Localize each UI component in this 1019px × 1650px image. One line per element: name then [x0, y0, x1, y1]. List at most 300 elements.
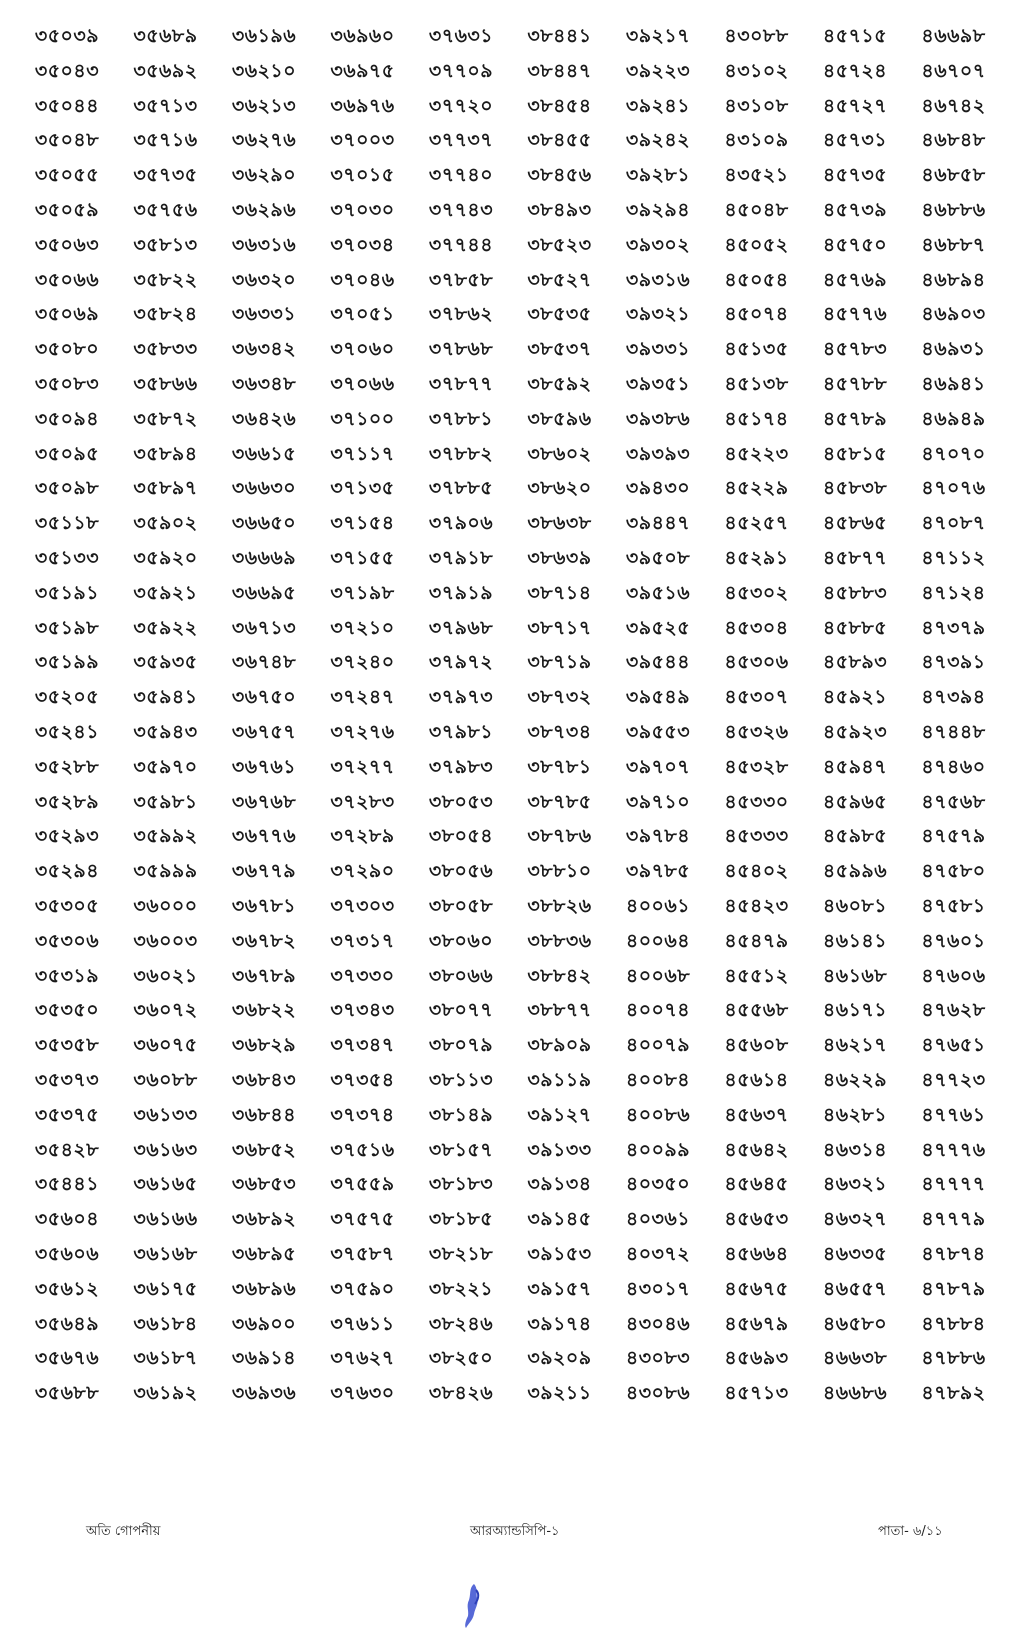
roll-number-cell: ৩৭৭৪৪: [428, 233, 494, 256]
roll-number-cell: ৩৫০৪৮: [34, 129, 100, 152]
roll-number-cell: ৪৫৩০২: [724, 581, 789, 604]
ink-signature-mark: [460, 1582, 486, 1630]
roll-number-cell: ৩৫৩৭৫: [34, 1103, 100, 1126]
roll-number-cell: ৪৩০৮৬: [625, 1382, 691, 1405]
roll-number-cell: ৩৭১১৭: [330, 442, 395, 465]
roll-number-cell: ৩৮৬০২: [527, 442, 592, 465]
roll-number-cell: ৩৫৯৮১: [133, 790, 198, 813]
roll-number-cell: ৪৭৭৬১: [921, 1103, 986, 1126]
roll-number-cell: ৩৫৩১৯: [34, 964, 100, 987]
roll-number-cell: ৩৫৯২১: [133, 581, 198, 604]
roll-number-cell: ৩৫২৯৪: [34, 860, 100, 883]
roll-number-table: [18, 18, 1003, 1488]
roll-number-cell: ৪৫৬৪৫: [724, 1173, 789, 1196]
roll-number-cell: ৩৭৭৪৩: [428, 199, 494, 221]
roll-number-cell: ৪৫৫৬৮: [724, 999, 789, 1022]
roll-number-cell: ৩৬১৬৩: [133, 1138, 198, 1161]
roll-number-cell: ৪৫০৪৮: [724, 199, 789, 221]
roll-number-cell: ৩৯৭১০: [625, 790, 691, 813]
roll-number-cell: ৩৭২৮৩: [330, 790, 395, 813]
roll-number-cell: ৪৫৬৩৭: [724, 1103, 789, 1126]
roll-number-cell: ৪৭৭২৩: [921, 1069, 986, 1091]
roll-column: [806, 18, 904, 1488]
roll-number-cell: ৩৭৩১৭: [330, 929, 395, 952]
roll-number-cell: ৪০৩৫০: [625, 1173, 691, 1196]
roll-number-cell: ৩৯১৩৩: [527, 1138, 592, 1161]
roll-number-cell: ৩৬৮৫৩: [231, 1173, 297, 1196]
roll-number-cell: ৩৬৯৭৫: [330, 59, 395, 82]
roll-number-cell: ৩৫৬০৬: [34, 1243, 100, 1265]
roll-number-cell: ৩৭৯৭৩: [428, 686, 494, 709]
roll-number-cell: ৩৬৮২৯: [231, 1034, 297, 1057]
roll-number-cell: ৪৫৩০৬: [724, 651, 789, 674]
roll-number-cell: ৩৯৩৯৩: [625, 442, 691, 465]
roll-number-cell: ৪৫৪৭৯: [724, 929, 789, 952]
roll-number-cell: ৩৮৬৩৯: [527, 547, 592, 569]
roll-number-cell: ৩৯২২৩: [625, 59, 691, 82]
roll-number-cell: ৪৫১৩৫: [724, 338, 789, 361]
roll-number-cell: ৩৬১৬৫: [133, 1173, 198, 1196]
roll-number-cell: ৪৭৮৭৯: [921, 1277, 986, 1300]
roll-number-cell: ৩৬২৯০: [231, 164, 297, 187]
roll-number-cell: ৪৫৩২৬: [724, 721, 789, 743]
roll-number-cell: ৩৮৮৪২: [527, 964, 592, 987]
roll-number-cell: ৪৫৮৯৩: [822, 651, 888, 674]
roll-number-cell: ৩৫৩৫৮: [34, 1034, 100, 1057]
roll-number-cell: ৩৯৫৫৩: [625, 721, 691, 743]
roll-number-cell: ৩৫৭১৩: [133, 94, 198, 117]
roll-number-cell: ৪৬৬৩৮: [822, 1347, 888, 1370]
roll-number-cell: ৪৩০৮৮: [724, 25, 789, 47]
roll-number-cell: ৩৫৯০২: [133, 512, 198, 535]
roll-number-cell: ৩৮১১৩: [428, 1069, 494, 1091]
roll-number-cell: ৩৬৮৫২: [231, 1138, 297, 1161]
roll-number-cell: ৪৫৯২৩: [822, 721, 888, 743]
roll-number-cell: ৩৭০১৫: [330, 164, 395, 187]
roll-number-cell: ৪৭৩৯৪: [921, 686, 986, 709]
roll-number-cell: ৩৬১৮৭: [133, 1347, 198, 1370]
roll-number-cell: ৪৫২৯১: [724, 547, 789, 569]
roll-number-cell: ৩৭২৯০: [330, 860, 395, 883]
roll-number-cell: ৩৬৭৫০: [231, 686, 297, 709]
roll-number-cell: ৩৬০০০: [133, 895, 198, 917]
roll-number-cell: ৪৫১৭৪: [724, 407, 789, 430]
roll-number-cell: ৩৬২১০: [231, 59, 297, 82]
roll-number-cell: ৩৬৮৪৩: [231, 1069, 297, 1091]
roll-number-cell: ৪৭১১২: [921, 547, 986, 569]
page-number: পাতা- ৬/১১: [878, 1524, 943, 1539]
roll-number-cell: ৩৬৭৬১: [231, 755, 297, 778]
roll-number-cell: ৩৬৭১৩: [231, 616, 297, 639]
roll-number-cell: ৩৫৮২৪: [133, 303, 198, 326]
roll-number-cell: ৪৫৭৫০: [822, 233, 888, 256]
roll-number-cell: ৩৭৯৭২: [428, 651, 494, 674]
roll-number-cell: ৩৬১৯২: [133, 1382, 198, 1405]
roll-number-cell: ৪৭৪৬০: [921, 755, 986, 778]
roll-number-cell: ৩৮১৫৭: [428, 1138, 494, 1161]
roll-number-cell: ৪৭৫৭৯: [921, 825, 986, 848]
roll-number-cell: ৩৯১১৯: [527, 1069, 592, 1091]
roll-number-cell: ৪৫২২৩: [724, 442, 789, 465]
roll-number-cell: ৩৯২১৭: [625, 25, 691, 47]
roll-number-cell: ৪৫৯৬৫: [822, 790, 888, 813]
roll-column: [18, 18, 116, 1488]
roll-number-cell: ৩৫৯৯২: [133, 825, 198, 848]
roll-number-cell: ৩৬১৬৮: [133, 1243, 198, 1265]
roll-number-cell: ৩৬৭৭৯: [231, 860, 297, 883]
roll-number-cell: ৩৫৭১৬: [133, 129, 198, 152]
roll-number-cell: ৪৩১০২: [724, 59, 789, 82]
roll-number-cell: ৩৫৬০৪: [34, 1208, 100, 1231]
roll-number-cell: ৩৫৯৭০: [133, 755, 198, 778]
roll-number-cell: ৩৯৫০৮: [625, 547, 691, 569]
roll-number-cell: ৩৫৬৪৯: [34, 1312, 100, 1335]
roll-number-cell: ৩৬৭৮১: [231, 895, 297, 917]
roll-number-cell: ৪৭৭৭৭: [921, 1173, 986, 1196]
roll-number-cell: ৩৯২৮১: [625, 164, 691, 187]
roll-number-cell: ৪৫৯৪৭: [822, 755, 888, 778]
roll-number-cell: ৩৭২৪৭: [330, 686, 395, 709]
roll-number-cell: ৩৭৫৮৭: [330, 1243, 395, 1265]
roll-number-cell: ৪৬৫৮০: [822, 1312, 888, 1335]
roll-number-cell: ৩৯২৪২: [625, 129, 691, 152]
roll-number-cell: ৩৫০৪৩: [34, 59, 100, 82]
roll-number-cell: ৩৮২৫০: [428, 1347, 494, 1370]
roll-number-cell: ৩৬১৭৫: [133, 1277, 198, 1300]
roll-number-cell: ৩৭৫১৬: [330, 1138, 395, 1161]
roll-number-cell: ৪৭০৭০: [921, 442, 986, 465]
roll-number-cell: ৩৫০৮৩: [34, 373, 100, 395]
roll-number-cell: ৩৫৯৯৯: [133, 860, 198, 883]
roll-number-cell: ৩৮৭৮১: [527, 755, 592, 778]
roll-number-cell: ৩৮৬৩৮: [527, 512, 592, 535]
roll-number-cell: ৪৫৮৬৫: [822, 512, 888, 535]
roll-number-cell: ৩৮৭৮৬: [527, 825, 592, 848]
roll-number-cell: ৪৫৭১৫: [822, 25, 888, 47]
roll-number-cell: ৪৬৮৪৮: [921, 129, 986, 152]
roll-number-cell: ৪০০৮৪: [625, 1069, 691, 1091]
roll-number-cell: ৩৮৫৩৫: [527, 303, 592, 326]
roll-number-cell: ৩৮৯০৯: [527, 1034, 592, 1057]
roll-number-cell: ৩৭৯০৬: [428, 512, 494, 535]
roll-number-cell: ৩৫৬৮৯: [133, 25, 198, 47]
roll-number-cell: ৩৭৩৫৪: [330, 1069, 395, 1091]
roll-number-cell: ৪৬০৮১: [822, 895, 888, 917]
roll-number-cell: ৩৮০৭৯: [428, 1034, 494, 1057]
roll-number-cell: ৩৯৫৪৪: [625, 651, 691, 674]
roll-number-cell: ৪৫৬৭৫: [724, 1277, 789, 1300]
roll-number-cell: ৩৫৯৩৫: [133, 651, 198, 674]
roll-number-cell: ৩৫৮২২: [133, 268, 198, 291]
roll-number-cell: ৩৬১৮৪: [133, 1312, 198, 1335]
roll-number-cell: ৪৫৬৪২: [724, 1138, 789, 1161]
roll-number-cell: ৪৭৩৭৯: [921, 616, 986, 639]
roll-number-cell: ৩৫৬৭৬: [34, 1347, 100, 1370]
roll-number-cell: ৩৯২৪১: [625, 94, 691, 117]
roll-number-cell: ৩৭৬৩১: [428, 25, 494, 47]
roll-number-cell: ৪৫৫১২: [724, 964, 789, 987]
roll-number-cell: ৪৫৩৩৩: [724, 825, 789, 848]
roll-number-cell: ৩৮৪৪৭: [527, 59, 592, 82]
roll-number-cell: ৩৭৩৩০: [330, 964, 395, 987]
roll-number-cell: ৪৬৮৮৬: [921, 199, 986, 221]
roll-number-cell: ৩৭১৩৫: [330, 477, 395, 500]
roll-number-cell: ৩৫০৬৯: [34, 303, 100, 326]
roll-number-cell: ৩৯১২৭: [527, 1103, 592, 1126]
roll-number-cell: ৩৭৩৪৭: [330, 1034, 395, 1057]
roll-number-cell: ৪০০৬১: [625, 895, 691, 917]
roll-number-cell: ৩৮৫৯৬: [527, 407, 592, 430]
roll-number-cell: ৩৭৬১১: [330, 1312, 395, 1335]
roll-number-cell: ৩৫৩০৬: [34, 929, 100, 952]
roll-number-cell: ৩৫৪২৮: [34, 1138, 100, 1161]
roll-number-cell: ৩৭০৩৪: [330, 233, 395, 256]
roll-number-cell: ৩৮৭১৭: [527, 616, 592, 639]
roll-number-cell: ৪৫৭৩৯: [822, 199, 888, 221]
roll-number-cell: ৪৫৯৯৬: [822, 860, 888, 883]
roll-number-cell: ৩৮৮১০: [527, 860, 592, 883]
roll-number-cell: ৩৫৯৪১: [133, 686, 198, 709]
roll-number-cell: ৩৫৯৪৩: [133, 721, 198, 743]
roll-number-cell: ৩৭৭৪০: [428, 164, 494, 187]
roll-number-cell: ৩৯৩১৬: [625, 268, 691, 291]
roll-number-cell: ৪৬৭০৭: [921, 59, 986, 82]
roll-number-cell: ৩৭৯১৯: [428, 581, 494, 604]
roll-number-cell: ৪০৩৬১: [625, 1208, 691, 1231]
roll-column: [215, 18, 313, 1488]
roll-number-cell: ৩৮০৬০: [428, 929, 494, 952]
roll-number-cell: ৩৭৫৫৯: [330, 1173, 395, 1196]
roll-number-cell: ৩৫০৯৪: [34, 407, 100, 430]
roll-number-cell: ৩৭৮৬২: [428, 303, 494, 326]
roll-number-cell: ৩৮২১৮: [428, 1243, 494, 1265]
roll-number-cell: ৪৭৩৯১: [921, 651, 986, 674]
roll-number-cell: ৩৮০৫৬: [428, 860, 494, 883]
roll-number-cell: ৩৬৭৮২: [231, 929, 297, 952]
roll-number-cell: ৩৮৫৩৭: [527, 338, 592, 361]
roll-number-cell: ৪৭৭৭৯: [921, 1208, 986, 1231]
roll-number-cell: ৩৮৫৯২: [527, 373, 592, 395]
roll-number-cell: ৩৯১৩৪: [527, 1173, 592, 1196]
roll-number-cell: ৩৫০৩৯: [34, 25, 100, 47]
roll-number-cell: ৩৮৫২৭: [527, 268, 592, 291]
roll-number-cell: ৪৩০৪৬: [625, 1312, 691, 1335]
roll-number-cell: ৩৭১৯৮: [330, 581, 395, 604]
roll-number-cell: ৩৫২৮৯: [34, 790, 100, 813]
roll-number-cell: ৪৩০৮৩: [625, 1347, 691, 1370]
roll-number-cell: ৪৫০৫৪: [724, 268, 789, 291]
roll-number-cell: ৪৬৮৯৪: [921, 268, 986, 291]
roll-number-cell: ৩৭৯৮৩: [428, 755, 494, 778]
roll-number-cell: ৩৭০৫১: [330, 303, 395, 326]
roll-number-cell: ৩৮১৮৩: [428, 1173, 494, 1196]
roll-number-cell: ৩৫৩০৫: [34, 895, 100, 917]
roll-number-cell: ৩৫৯২২: [133, 616, 198, 639]
roll-number-cell: ৩৯৫২৫: [625, 616, 691, 639]
roll-number-cell: ৪৬১৬৮: [822, 964, 888, 987]
roll-number-cell: ৪৭১২৪: [921, 581, 986, 604]
roll-number-cell: ৪৫৮৩৮: [822, 477, 888, 500]
roll-number-cell: ৩৭৮৮১: [428, 407, 494, 430]
roll-number-cell: ৩৬৭৭৬: [231, 825, 297, 848]
roll-number-cell: ৪৫৬১৪: [724, 1069, 789, 1091]
roll-number-cell: ৩৫২৯৩: [34, 825, 100, 848]
roll-number-cell: ৪০৩৭২: [625, 1243, 691, 1265]
roll-number-cell: ৩৬৬৯৫: [231, 581, 297, 604]
roll-number-cell: ৩৯১৫৩: [527, 1243, 592, 1265]
roll-number-cell: ৪৫১৩৮: [724, 373, 789, 395]
roll-number-cell: ৪৬১৭১: [822, 999, 888, 1022]
roll-number-cell: ৩৫৩৭৩: [34, 1069, 100, 1091]
roll-number-cell: ৪৬৭৪২: [921, 94, 986, 117]
roll-number-cell: ৩৭২৪০: [330, 651, 395, 674]
roll-number-cell: ৩৭৮৮৫: [428, 477, 494, 500]
roll-number-cell: ৪৭০৮৭: [921, 512, 986, 535]
roll-number-cell: ৪৬১৪১: [822, 929, 888, 952]
roll-number-cell: ৪৬৫৫৭: [822, 1277, 888, 1300]
roll-number-cell: ৪৭৫৮১: [921, 895, 986, 917]
roll-number-cell: ৪৫৭৮৩: [822, 338, 888, 361]
roll-number-cell: ৪০০৯৯: [625, 1138, 691, 1161]
roll-number-cell: ৩৭১৫৪: [330, 512, 395, 535]
roll-number-cell: ৪৭৭৭৬: [921, 1138, 986, 1161]
roll-number-cell: ৩৯২৯৪: [625, 199, 691, 221]
roll-number-cell: ৩৫৩৫০: [34, 999, 100, 1022]
roll-number-cell: ৩৯২০৯: [527, 1347, 592, 1370]
roll-number-cell: ৩৯৩২১: [625, 303, 691, 326]
roll-number-cell: ৩৫৬১২: [34, 1277, 100, 1300]
roll-number-cell: ৩৬২৭৬: [231, 129, 297, 152]
roll-number-cell: ৪৬৯৪৯: [921, 407, 986, 430]
roll-number-cell: ৩৬৭৬৮: [231, 790, 297, 813]
roll-number-cell: ৩৭৮৬৮: [428, 338, 494, 361]
roll-number-cell: ৪৬৮৮৭: [921, 233, 986, 256]
roll-number-cell: ৩৯১৭৪: [527, 1312, 592, 1335]
roll-number-cell: ৩৮৪৯৩: [527, 199, 592, 221]
roll-number-cell: ৪৭৮৯২: [921, 1382, 986, 1405]
roll-number-cell: ৪৫৮৮৫: [822, 616, 888, 639]
roll-number-cell: ৪৫৭৩১: [822, 129, 888, 152]
roll-number-cell: ৩৭০৩০: [330, 199, 395, 221]
roll-column: [412, 18, 510, 1488]
roll-number-cell: ৪৫৩৩০: [724, 790, 789, 813]
roll-number-cell: ৩৭০০৩: [330, 129, 395, 152]
roll-number-cell: ৩৬২৯৬: [231, 199, 297, 221]
roll-number-cell: ৪৫২২৯: [724, 477, 789, 500]
roll-number-cell: ৩৮৪৫৪: [527, 94, 592, 117]
roll-number-cell: ৩৯১৫৭: [527, 1277, 592, 1300]
roll-number-cell: ৩৬৭৫৭: [231, 721, 297, 743]
roll-number-cell: ৩৭৯৬৮: [428, 616, 494, 639]
roll-number-cell: ৪৬২২৯: [822, 1069, 888, 1091]
roll-number-cell: ৪৬২১৭: [822, 1034, 888, 1057]
roll-number-cell: ৪৭৮৮৪: [921, 1312, 986, 1335]
roll-number-cell: ৩৬৬৩০: [231, 477, 297, 500]
roll-number-cell: ৩৯৩৩১: [625, 338, 691, 361]
roll-number-cell: ৩৫৮৬৬: [133, 373, 198, 395]
roll-number-cell: ৩৫০৪৪: [34, 94, 100, 117]
roll-number-cell: ৪৭৮৭৪: [921, 1243, 986, 1265]
roll-number-cell: ৩৫৬৮৮: [34, 1382, 100, 1405]
roll-number-cell: ৩৫৮৭২: [133, 407, 198, 430]
roll-number-cell: ৩৮৭৩২: [527, 686, 592, 709]
roll-number-cell: ৩৬৬১৫: [231, 442, 297, 465]
roll-number-cell: ৪৫৭১৩: [724, 1382, 789, 1405]
roll-number-cell: ৩৮৪৪১: [527, 25, 592, 47]
roll-number-cell: ৩৭০৪৬: [330, 268, 395, 291]
roll-number-cell: ৩৮৪৫৫: [527, 129, 592, 152]
roll-number-cell: ৩৮০৫৮: [428, 895, 494, 917]
roll-number-cell: ৪৭৬০১: [921, 929, 986, 952]
roll-number-cell: ৩৮৮২৬: [527, 895, 592, 917]
roll-number-cell: ৪০০৭৪: [625, 999, 691, 1022]
roll-number-cell: ৪৭৬০৬: [921, 964, 986, 987]
roll-number-cell: ৩৬০৭২: [133, 999, 198, 1022]
roll-number-cell: ৪৬৮৫৮: [921, 164, 986, 187]
roll-number-cell: ৩৬৩২০: [231, 268, 297, 291]
roll-number-cell: ৪০০৭৯: [625, 1034, 691, 1057]
roll-number-cell: ৪৫৬৫৩: [724, 1208, 789, 1231]
roll-number-cell: ৪০০৬৪: [625, 929, 691, 952]
roll-number-cell: ৩৫২৮৮: [34, 755, 100, 778]
roll-number-cell: ৩৫১৩৩: [34, 547, 100, 569]
roll-number-cell: ৪৬৯৪১: [921, 373, 986, 395]
roll-number-cell: ৩৫১৯৯: [34, 651, 100, 674]
roll-column: [314, 18, 412, 1488]
roll-number-cell: ৩৫০৫৯: [34, 199, 100, 221]
roll-number-cell: ৩৭৭২০: [428, 94, 494, 117]
roll-number-cell: ৪৩১০৯: [724, 129, 789, 152]
roll-number-cell: ৩৯৩৮৬: [625, 407, 691, 430]
roll-number-cell: ৩৭৬২৭: [330, 1347, 395, 1370]
roll-number-cell: ৪৬৩১৪: [822, 1138, 888, 1161]
roll-number-cell: ৩৮০৫৪: [428, 825, 494, 848]
roll-number-cell: ৩৫৮১৩: [133, 233, 198, 256]
roll-number-cell: ৩৯৫৪৯: [625, 686, 691, 709]
roll-number-cell: ৪৫৭২৭: [822, 94, 888, 117]
roll-number-cell: ৩৮৮৩৬: [527, 929, 592, 952]
roll-number-cell: ৪৫৭৮৮: [822, 373, 888, 395]
roll-number-cell: ৪৫০৭৪: [724, 303, 789, 326]
roll-number-cell: ৩৫৮৯৭: [133, 477, 198, 500]
roll-number-cell: ৩৮১৮৫: [428, 1208, 494, 1231]
roll-number-cell: ৩৬৮৯৫: [231, 1243, 297, 1265]
roll-number-cell: ৪৬৬৮৬: [822, 1382, 888, 1405]
roll-number-cell: ৪৭৬২৮: [921, 999, 986, 1022]
roll-number-cell: ৩৫৭৩৫: [133, 164, 198, 187]
roll-number-cell: ৩৯৭০৭: [625, 755, 691, 778]
roll-number-cell: ৪০০৬৮: [625, 964, 691, 987]
roll-number-cell: ৩৭৮৮২: [428, 442, 494, 465]
roll-number-cell: ৩৭১০০: [330, 407, 395, 430]
roll-number-cell: ৪৫৪২৩: [724, 895, 789, 917]
roll-number-cell: ৩৮৫২৩: [527, 233, 592, 256]
roll-number-cell: ৩৫৯২০: [133, 547, 198, 569]
roll-number-cell: ৩৬৯৩৬: [231, 1382, 297, 1405]
roll-number-cell: ৩৭৩০৩: [330, 895, 395, 917]
roll-number-cell: ৩৮৪২৬: [428, 1382, 494, 1405]
roll-number-cell: ৩৬৮৯৬: [231, 1277, 297, 1300]
roll-number-cell: ৩৬৩৪৮: [231, 373, 297, 395]
roll-number-cell: ৩৫৪৪১: [34, 1173, 100, 1196]
roll-number-cell: ৩৬০০৩: [133, 929, 198, 952]
roll-number-cell: ৩৮৭৩৪: [527, 721, 592, 743]
roll-number-cell: ৪৬৩৩৫: [822, 1243, 888, 1265]
roll-number-cell: ৩৫৮৯৪: [133, 442, 198, 465]
roll-number-cell: ৩৫০৬৩: [34, 233, 100, 256]
roll-number-cell: ৩৮৭১৯: [527, 651, 592, 674]
roll-number-cell: ৪৫৬০৮: [724, 1034, 789, 1057]
